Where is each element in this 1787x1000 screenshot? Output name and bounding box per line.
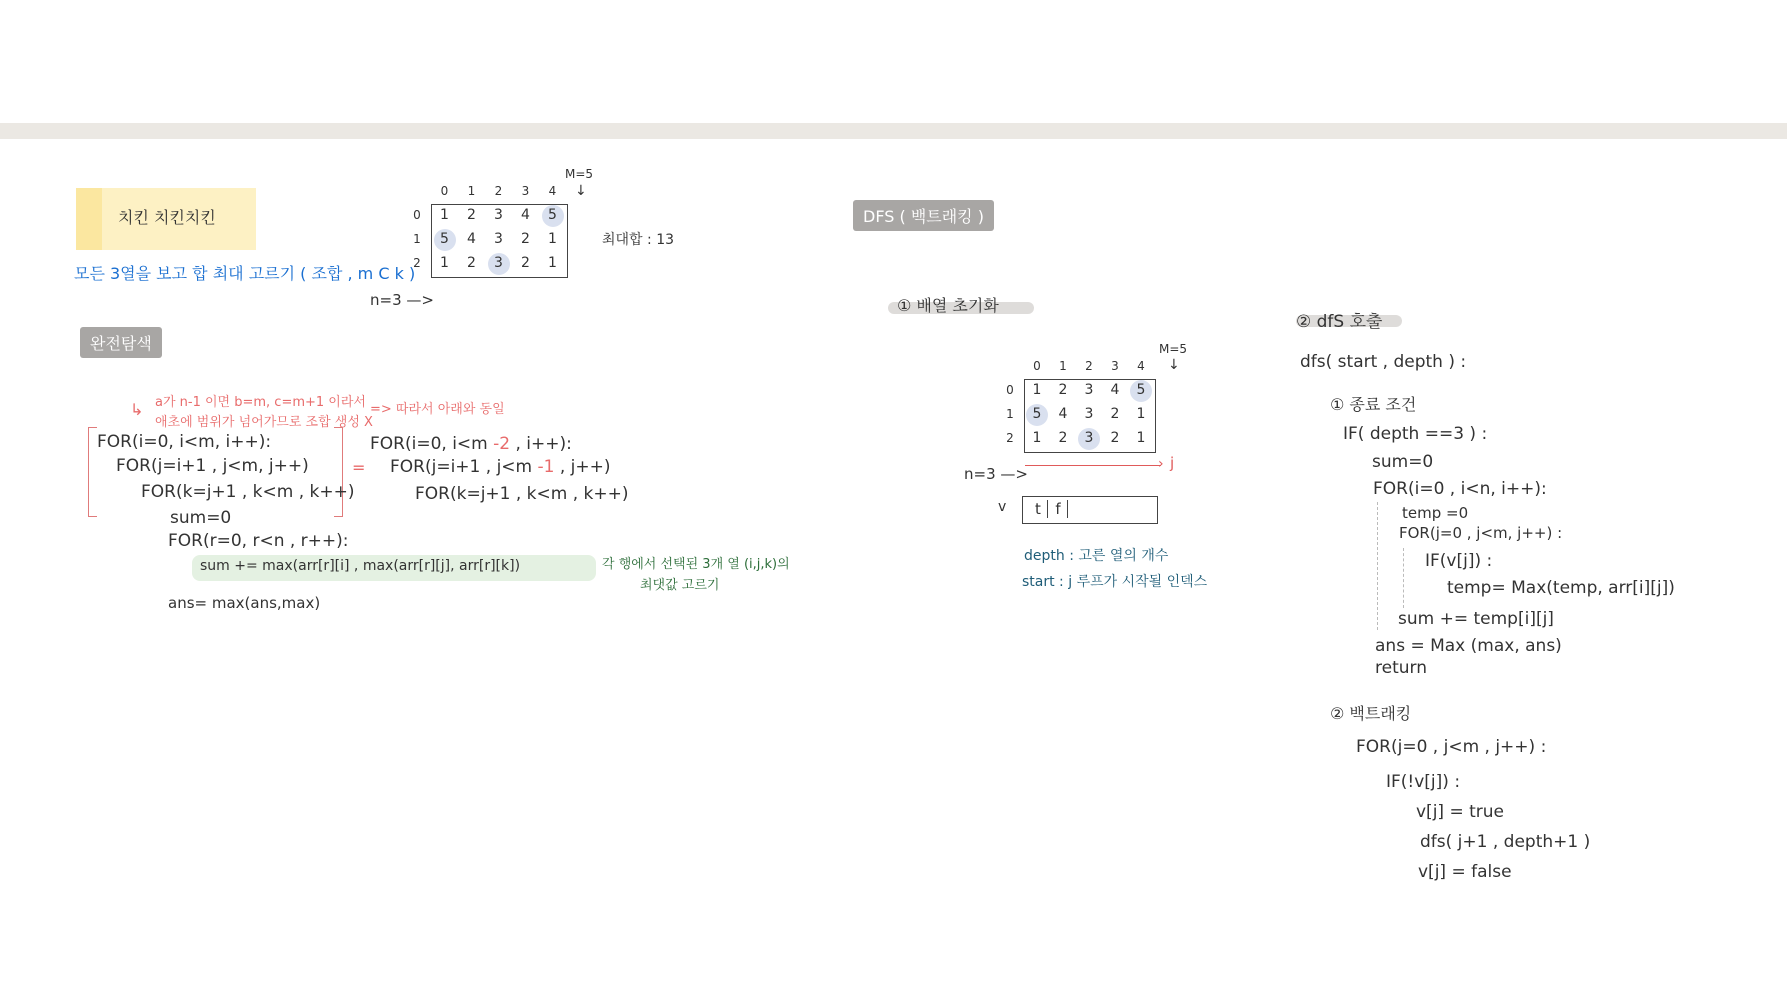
section-array-init: ① 배열 초기화: [897, 296, 999, 315]
mid-matrix-cell: 2: [1110, 406, 1120, 422]
mid-matrix-col-index: 2: [1085, 359, 1093, 373]
equals-sign: =: [352, 458, 366, 477]
ans-line: ans= max(ans,max): [168, 594, 321, 612]
left-matrix-cell: 3: [494, 231, 503, 247]
left-matrix-col-index: 0: [440, 184, 449, 198]
code-b-line-1: FOR(i=0, i<m -2 , i++):: [370, 434, 572, 454]
v-label: v: [998, 499, 1007, 515]
mid-matrix-cell: 3: [1084, 406, 1094, 422]
top-band: [0, 123, 1787, 139]
code-b-line-3: FOR(k=j+1 , k<m , k++): [415, 484, 629, 504]
left-matrix-col-index: 2: [494, 184, 503, 198]
mid-matrix-cell: 1: [1032, 430, 1042, 446]
mid-matrix-cell: 2: [1058, 382, 1068, 398]
mid-matrix-cell: 2: [1110, 430, 1120, 446]
m-label-2: M=5: [1159, 342, 1188, 356]
end-condition-title: ① 종료 조건: [1330, 395, 1417, 414]
left-matrix-cell: 2: [467, 255, 476, 271]
end-code-4: temp =0: [1402, 504, 1469, 522]
page-title: 치킨 치킨치킨: [118, 208, 216, 227]
red-note-3: => 따라서 아래와 동일: [370, 402, 505, 417]
indent-guide-1: [1377, 502, 1378, 630]
brute-force-chip: 완전탐색: [80, 327, 162, 358]
n-label-2: n=3 —>: [964, 465, 1028, 483]
left-matrix-cell: 4: [467, 231, 476, 247]
code-a-line-1: FOR(i=0, i<m, i++):: [97, 432, 272, 452]
mid-matrix-row-index: 2: [1006, 431, 1014, 445]
left-matrix-cell: 5: [548, 207, 557, 223]
end-code-1: IF( depth ==3 ) :: [1343, 424, 1488, 444]
left-matrix-cell: 2: [521, 255, 530, 271]
n-label: n=3 —>: [370, 291, 434, 309]
end-code-5: FOR(j=0 , j<m, j++) :: [1399, 524, 1563, 542]
left-matrix-cell: 5: [440, 231, 449, 247]
v-array: [1022, 496, 1158, 524]
v-array-cell: t: [1029, 500, 1048, 518]
section-dfs-call: ② dfS 호출: [1296, 312, 1383, 332]
bt-code-1: FOR(j=0 , j<m , j++) :: [1356, 737, 1547, 757]
mid-matrix-cell: 3: [1084, 382, 1094, 398]
left-matrix-col-index: 4: [548, 184, 557, 198]
curve-arrow-icon: ↳: [130, 400, 144, 419]
left-matrix-cell: 3: [494, 207, 503, 223]
red-note-2: 애초에 범위가 넘어가므로 조합 생성 X: [155, 415, 373, 430]
left-matrix-cell: 1: [548, 231, 557, 247]
mid-matrix-col-index: 4: [1137, 359, 1145, 373]
mid-matrix-cell: 2: [1058, 430, 1068, 446]
code-a-line-3: FOR(k=j+1 , k<m , k++): [141, 482, 355, 502]
mid-matrix-row-index: 0: [1006, 383, 1014, 397]
mid-matrix-col-index: 0: [1033, 359, 1041, 373]
end-code-7: temp= Max(temp, arr[i][j]): [1447, 578, 1675, 598]
j-arrow-line: [1025, 465, 1161, 466]
arrow-right-icon: ›: [1158, 456, 1164, 472]
goal-note: 모든 3열을 보고 합 최대 고르기 ( 조합 , m C k ): [74, 264, 416, 283]
mid-matrix-cell: 4: [1058, 406, 1068, 422]
end-code-8: sum += temp[i][j]: [1398, 609, 1554, 629]
mid-matrix-cell: 1: [1136, 406, 1146, 422]
left-bracket-close: [334, 427, 343, 517]
left-matrix-row-index: 0: [413, 208, 421, 222]
end-code-3: FOR(i=0 , i<n, i++):: [1373, 479, 1547, 499]
end-code-9: ans = Max (max, ans): [1375, 636, 1562, 656]
code-c-line-2: FOR(r=0, r<n , r++):: [168, 531, 349, 551]
left-bracket-open: [88, 427, 97, 517]
start-note: start : j 루프가 시작될 인덱스: [1022, 574, 1208, 590]
bt-code-4: dfs( j+1 , depth+1 ): [1420, 832, 1591, 852]
mid-matrix-cell: 4: [1110, 382, 1120, 398]
left-matrix-row-index: 2: [413, 256, 421, 270]
left-matrix-cell: 1: [440, 207, 449, 223]
left-matrix-col-index: 3: [521, 184, 530, 198]
left-matrix-cell: 2: [521, 231, 530, 247]
mid-matrix-col-index: 3: [1111, 359, 1119, 373]
end-code-6: IF(v[j]) :: [1425, 551, 1493, 571]
green-note-2: 최댓값 고르기: [640, 578, 720, 593]
j-label: j: [1170, 454, 1175, 472]
left-matrix-cell: 1: [440, 255, 449, 271]
v-array-cell: f: [1049, 500, 1068, 518]
depth-note: depth : 고른 열의 개수: [1024, 548, 1169, 564]
green-note-1: 각 행에서 선택된 3개 열 (i,j,k)의: [602, 557, 790, 572]
mid-matrix-cell: 3: [1084, 430, 1094, 446]
end-code-2: sum=0: [1372, 452, 1434, 472]
code-c-line-1: sum=0: [170, 508, 232, 528]
indent-guide-2: [1403, 548, 1404, 608]
mid-matrix-cell: 1: [1032, 382, 1042, 398]
bt-code-5: v[j] = false: [1418, 862, 1512, 882]
backtracking-title: ② 백트래킹: [1330, 704, 1412, 723]
left-matrix-cell: 3: [494, 255, 503, 271]
red-note-1: a가 n-1 이면 b=m, c=m+1 이라서: [155, 395, 366, 410]
left-matrix-row-index: 1: [413, 232, 421, 246]
mid-matrix-col-index: 1: [1059, 359, 1067, 373]
m-label: M=5: [565, 167, 594, 181]
dfs-chip: DFS ( 백트래킹 ): [853, 200, 994, 231]
left-matrix-col-index: 1: [467, 184, 476, 198]
left-matrix-cell: 2: [467, 207, 476, 223]
left-matrix-cell: 1: [548, 255, 557, 271]
max-sum-label: 최대합 : 13: [602, 232, 675, 248]
end-code-10: return: [1375, 658, 1427, 678]
sum-line: sum += max(arr[r][i] , max(arr[r][j], arr[r][k]): [200, 558, 521, 574]
down-arrow-icon: ↓: [1168, 357, 1180, 373]
mid-matrix-cell: 5: [1032, 406, 1042, 422]
mid-matrix-row-index: 1: [1006, 407, 1014, 421]
bt-code-3: v[j] = true: [1416, 802, 1504, 822]
dfs-signature: dfs( start , depth ) :: [1300, 352, 1467, 372]
left-matrix-cell: 4: [521, 207, 530, 223]
mid-matrix-cell: 1: [1136, 430, 1146, 446]
code-a-line-2: FOR(j=i+1 , j<m, j++): [116, 456, 309, 476]
code-b-line-2: FOR(j=i+1 , j<m -1 , j++): [390, 457, 611, 477]
bt-code-2: IF(!v[j]) :: [1386, 772, 1461, 792]
mid-matrix-cell: 5: [1136, 382, 1146, 398]
down-arrow-icon: ↓: [575, 183, 587, 199]
